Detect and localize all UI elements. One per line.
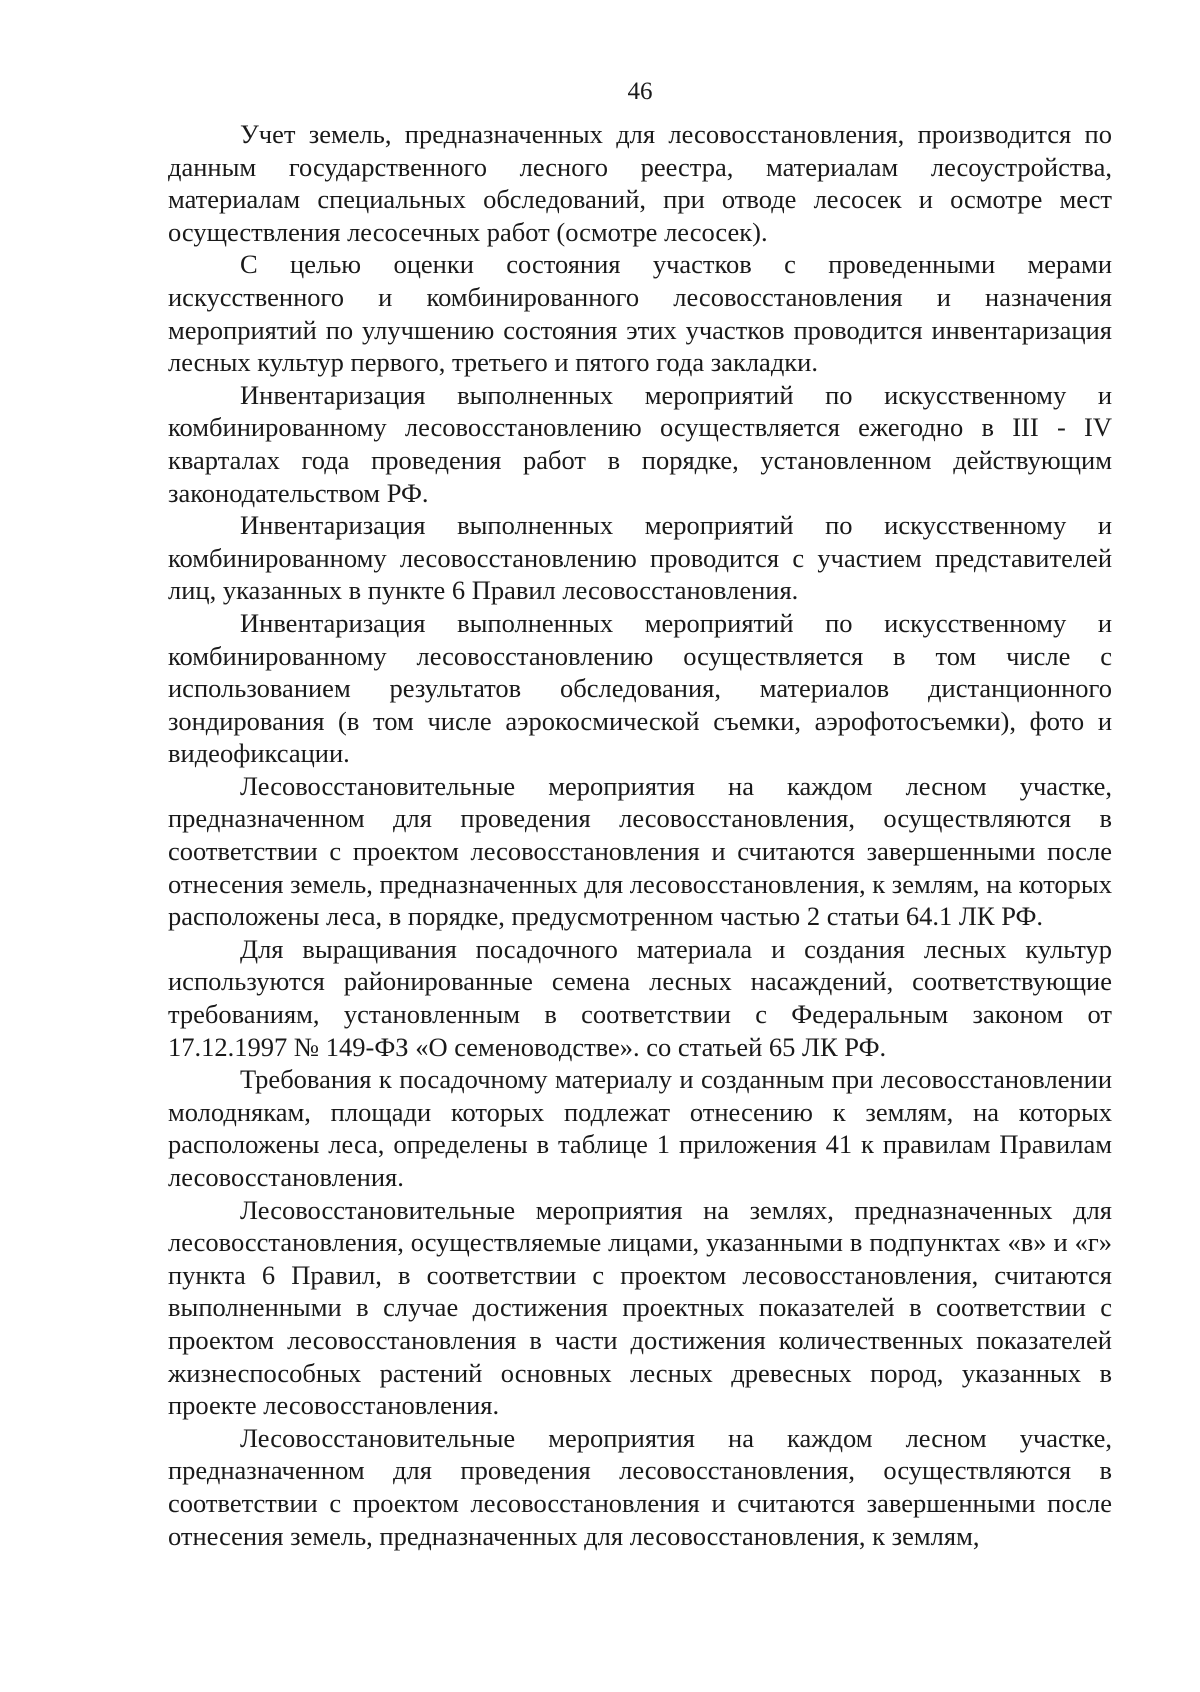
paragraph-land-accounting: Учет земель, предназначенных для лесовосстановления, производится по данным государственного лесного реестра, материалам лесоустройства, материалам специальных обследований, при отводе лесосек и осмотре мест осуществления лесосечных работ (осмотре лесосек). — [168, 119, 1112, 247]
paragraph-completion-conditions: Лесовосстановительные мероприятия на каждом лесном участке, предназначенном для проведения лесовосстановления, осуществляются в соответствии с проектом лесовосстановления и считаются завершенными после отнесения земель, предназначенных для лесовосстановления, к землям, на которых расположены леса, в порядке, предусмотренном частью 2 статьи 64.1 ЛК РФ. — [168, 770, 1112, 932]
document-body — [168, 118, 1112, 1552]
page-number: 46 — [627, 78, 653, 105]
paragraph-seed-requirements: Для выращивания посадочного материала и создания лесных культур используются районированные семена лесных насаждений, соответствующие требованиям, установленным в соответствии с Федеральным законом от 17.12.1997 № 149-ФЗ «О семеноводстве». со статьей 65 ЛК РФ. — [168, 933, 1112, 1062]
paragraph-inventory-purpose: С целью оценки состояния участков с проведенными мерами искусственного и комбинированного лесовосстановления и назначения мероприятий по улучшению состояния этих участков проводится инвентаризация лесных культур первого, третьего и пятого года закладки. — [168, 249, 1112, 378]
paragraph-completion-by-persons: Лесовосстановительные мероприятия на землях, предназначенных для лесовосстановления, осуществляемые лицами, указанными в подпунктах «в» и «г» пункта 6 Правил, в соответствии с проектом лесовосстановления, считаются выполненными в случае достижения проектных показателей в соответствии с проектом лесовосстановления в части достижения количественных показателей жизнеспособных растений основных лесных древесных пород, указанных в проекте лесовосстановления. — [168, 1194, 1112, 1421]
paragraph-completion-conditions-repeat: Лесовосстановительные мероприятия на каждом лесном участке, предназначенном для проведения лесовосстановления, осуществляются в соответствии с проектом лесовосстановления и считаются завершенными после отнесения земель, предназначенных для лесовосстановления, к землям, — [168, 1422, 1112, 1551]
paragraph-planting-material-requirements: Требования к посадочному материалу и созданным при лесовосстановлении молоднякам, площади которых подлежат отнесению к землям, на которых расположены леса, определены в таблице 1 приложения 41 к правилам Правилам лесовосстановления. — [168, 1064, 1112, 1192]
paragraph-inventory-schedule: Инвентаризация выполненных мероприятий по искусственному и комбинированному лесовосстановлению осуществляется ежегодно в III - IV кварталах года проведения работ в порядке, установленном действующим законодательством РФ. — [168, 379, 1112, 508]
paragraph-inventory-participants: Инвентаризация выполненных мероприятий по искусственному и комбинированному лесовосстановлению проводится с участием представителей лиц, указанных в пункте 6 Правил лесовосстановления. — [168, 510, 1112, 606]
paragraph-inventory-methods: Инвентаризация выполненных мероприятий по искусственному и комбинированному лесовосстановлению осуществляется в том числе с использованием результатов обследования, материалов дистанционного зондирования (в том числе аэрокосмической съемки, аэрофотосъемки), фото и видеофиксации. — [168, 607, 1112, 769]
